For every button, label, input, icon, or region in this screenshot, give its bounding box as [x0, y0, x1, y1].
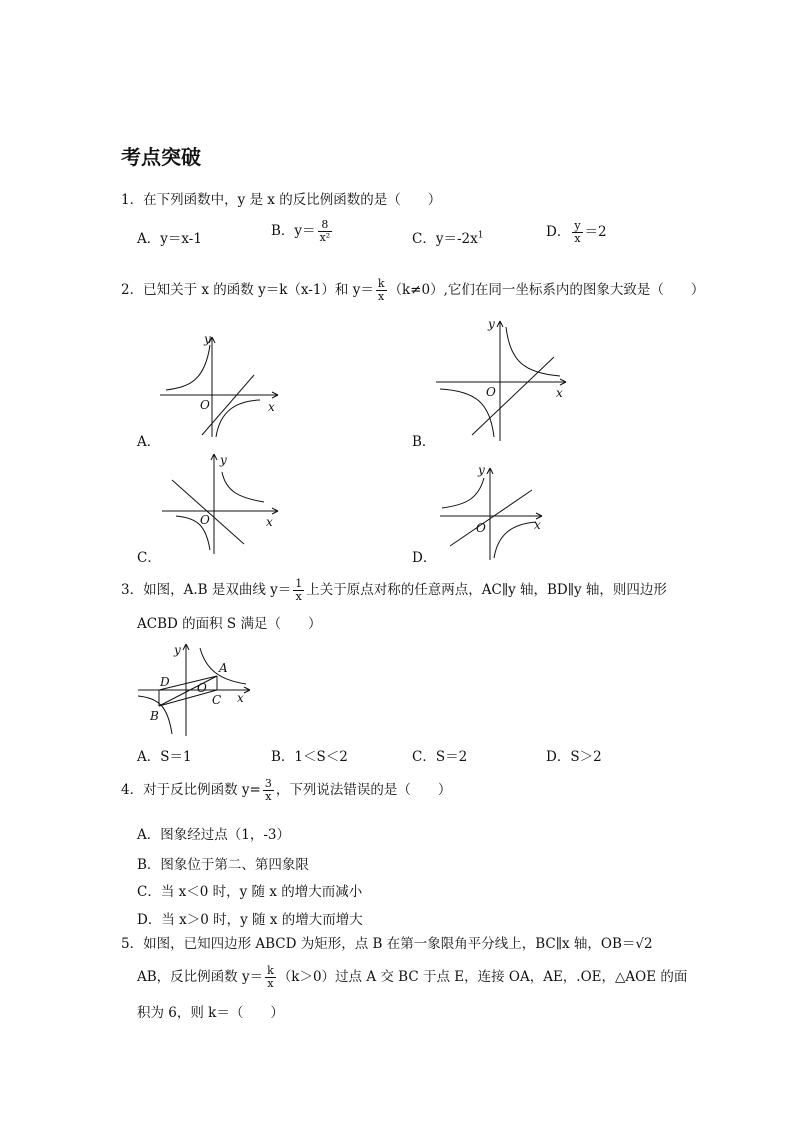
- q1-option-c: C．$y=-2x^1$: [412, 230, 484, 247]
- svg-text:O: O: [486, 385, 496, 399]
- q2-label-c: C．: [137, 550, 161, 566]
- q1-option-a: A．y＝x-1: [137, 231, 202, 247]
- svg-text:y: y: [204, 332, 211, 346]
- svg-text:y: y: [478, 463, 485, 477]
- svg-text:y: y: [488, 317, 495, 331]
- question-3-text: 3．如图，A.B 是双曲线 y＝ $\frac{1}{x}$ 上关于原点对称的任意两点，AC∥y 轴，BD∥y 轴，则四边形: [121, 577, 667, 603]
- svg-text:O: O: [200, 513, 210, 527]
- q3-label-o: O: [197, 681, 207, 695]
- q3-label-c: C: [212, 693, 222, 707]
- question-4-text: 4．对于反比例函数 y= $\frac{3}{x}$ ，下列说法错误的是（ ）: [121, 777, 452, 803]
- question-5-line1: 5．如图，已知四边形 ABCD 为矩形，点 B 在第一象限角平分线上，BC∥x 轴，OB＝√2: [121, 936, 653, 952]
- q3-label-b: B: [150, 709, 159, 723]
- q1-option-b: B．y＝ $\frac{8}{\text{x²}}$: [271, 218, 331, 244]
- q3-label-x: x: [237, 691, 244, 705]
- question-5-line2: AB，反比例函数 y＝ $\frac{k}{x}$ （k＞0）过点 A 交 BC 于点 E，连接 OA，AE，.OE，△AOE 的面: [137, 964, 688, 990]
- q2-label-a: A．: [137, 434, 161, 450]
- q2-graph-c: [150, 450, 290, 560]
- svg-text:x: x: [268, 400, 275, 414]
- svg-text:O: O: [200, 398, 210, 412]
- q3-label-y: y: [174, 643, 181, 657]
- svg-text:x: x: [266, 515, 273, 529]
- q3-label-d: D: [160, 675, 170, 689]
- q2-label-b: B．: [412, 434, 436, 450]
- svg-text:y: y: [220, 453, 227, 467]
- svg-text:x: x: [534, 518, 541, 532]
- q3-option-a: A．S＝1: [137, 749, 192, 765]
- q2-graph-b: [432, 313, 572, 448]
- q2-label-d: D．: [412, 550, 437, 566]
- q3-option-d: D．S＞2: [546, 749, 602, 765]
- q3-figure: [134, 640, 259, 740]
- svg-text:x: x: [556, 386, 563, 400]
- q1-option-d: D． $\frac{y}{x}$ ＝2: [546, 219, 607, 245]
- q4-option-a: A．图象经过点（1，-3）: [137, 827, 290, 843]
- q3-option-c: C．S＝2: [412, 749, 468, 765]
- q4-option-b: B．图象位于第二、第四象限: [137, 857, 309, 873]
- q4-option-c: C．当 x＜0 时，y 随 x 的增大而减小: [137, 884, 363, 900]
- q3-label-a: A: [219, 661, 228, 675]
- svg-text:O: O: [476, 521, 486, 535]
- q3-option-b: B．1＜S＜2: [271, 749, 348, 765]
- question-1-text: 1．在下列函数中，y 是 x 的反比例函数的是（ ）: [121, 192, 442, 208]
- q2-graph-a: [150, 325, 290, 445]
- section-title: 考点突破: [121, 145, 201, 169]
- q4-option-d: D．当 x＞0 时，y 随 x 的增大而增大: [137, 912, 363, 928]
- q2-graph-d: [432, 460, 562, 565]
- question-3-text-line2: ACBD 的面积 S 满足（ ）: [137, 616, 322, 632]
- question-2-text: 2．已知关于 x 的函数 y＝k（x-1）和 y＝ $\frac{k}{x}$ （k≠0）,它们在同一坐标系内的图象大致是（ ）: [121, 277, 705, 303]
- question-5-line3: 积为 6，则 k＝（ ）: [137, 1005, 284, 1021]
